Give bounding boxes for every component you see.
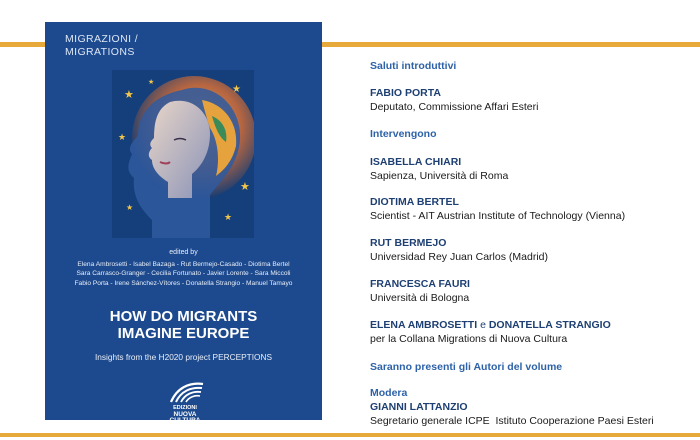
joint-speaker-a: ELENA AMBROSETTI [370, 319, 478, 331]
editors-line-3: Fabio Porta - Irene Sánchez-Vítores - Donatella Strangio - Manuel Tamayo [74, 279, 293, 287]
face-illustration-icon [112, 70, 254, 238]
publisher-line-1: EDIZIONI [173, 405, 197, 411]
moderator-entry [370, 401, 700, 428]
editors-line-1: Elena Ambrosetti - Isabel Bazaga - Rut Bermejo-Casado - Diotima Bertel [77, 260, 290, 268]
editors-block [45, 248, 322, 288]
joint-conjunction: e [480, 319, 486, 331]
greeter-role: Deputato, Commissione Affari Esteri [370, 101, 539, 113]
greeter-entry [370, 87, 700, 114]
joint-speaker-b: DONATELLA STRANGIO [488, 319, 611, 331]
svg-text:★: ★ [118, 133, 127, 143]
speaker-entry [370, 278, 700, 305]
speaker-name: ISABELLA CHIARI [370, 156, 462, 168]
joint-speakers-names [370, 319, 700, 332]
svg-text:★: ★ [224, 213, 233, 223]
speaker-name: DIOTIMA BERTEL [370, 196, 459, 208]
series-line-2: MIGRATIONS [65, 46, 135, 58]
svg-text:★: ★ [232, 84, 241, 95]
book-title-line-1: HOW DO MIGRANTS [109, 308, 258, 325]
moderator-heading: Modera [370, 387, 408, 399]
speaker-entry [370, 156, 700, 183]
publisher-line-3: CULTURA [169, 417, 201, 424]
gold-divider-right [322, 42, 700, 47]
svg-text:★: ★ [124, 88, 134, 101]
speaker-entry [370, 237, 700, 264]
book-subtitle: Insights from the H2020 project PERCEPTIONS [94, 352, 273, 362]
book-title [45, 308, 322, 342]
series-line-1: MIGRAZIONI / [65, 33, 139, 45]
speaker-role: Università di Bologna [370, 292, 470, 304]
speaker-role: Scientist - AIT Austrian Institute of Technology (Vienna) [370, 210, 626, 222]
speaker-role: Sapienza, Università di Roma [370, 170, 509, 182]
svg-text:★: ★ [126, 203, 134, 212]
series-label [65, 33, 265, 59]
publisher-logo-icon [167, 380, 207, 404]
edited-by-label: edited by [169, 249, 198, 256]
publisher-name [150, 405, 220, 425]
speakers-heading: Intervengono [370, 128, 437, 140]
publisher-line-2: NUOVA [173, 410, 197, 418]
book-cover [45, 22, 322, 424]
greeter-name: FABIO PORTA [370, 87, 441, 99]
editors-line-2: Sara Carrasco-Granger - Cecilia Fortunato - Javier Lorente - Sara Miccoli [76, 270, 291, 277]
speaker-entry [370, 196, 700, 223]
speaker-name: RUT BERMEJO [370, 237, 447, 249]
joint-speakers-role: per la Collana Migrations di Nuova Cultura [370, 333, 568, 345]
moderator-role: Segretario generale ICPE Istituto Cooperazione Paesi Esteri [370, 415, 654, 427]
gold-divider-left [0, 42, 45, 47]
svg-text:★: ★ [240, 180, 250, 193]
authors-note: Saranno presenti gli Autori del volume [370, 361, 563, 373]
book-title-line-2: IMAGINE EUROPE [117, 325, 250, 342]
greetings-heading: Saluti introduttivi [370, 60, 457, 72]
cover-artwork [112, 70, 254, 238]
joint-speakers-entry [370, 319, 700, 346]
moderator-name: GIANNI LATTANZIO [370, 401, 468, 413]
gold-divider-bottom [0, 433, 700, 437]
speaker-name: FRANCESCA FAURI [370, 278, 470, 290]
speaker-role: Universidad Rey Juan Carlos (Madrid) [370, 251, 548, 263]
svg-text:★: ★ [148, 78, 155, 86]
